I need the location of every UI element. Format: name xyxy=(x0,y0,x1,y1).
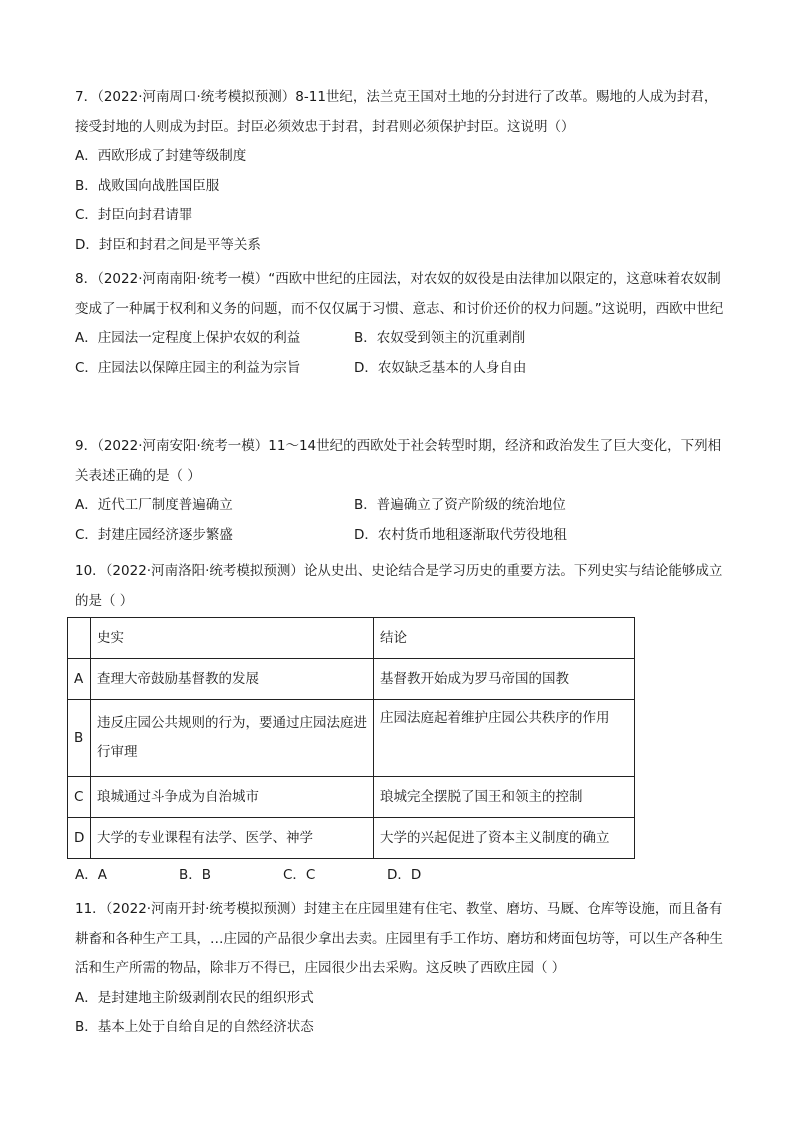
option-c[interactable]: C．封建庄园经济逐步繁盛 xyxy=(75,526,233,543)
option-d[interactable]: D．D xyxy=(387,867,422,883)
question-stem: 10．（2022·河南洛阳·统考模拟预测）论从史出、史论结合是学习历史的重要方法。下列史实与结论能够成立的是（ ） xyxy=(75,563,723,609)
table-row xyxy=(68,777,635,818)
option-b[interactable]: B．战败国向战胜国臣服 xyxy=(75,177,220,194)
row-conclusion: 基督教开始成为罗马帝国的国教 xyxy=(374,659,635,700)
question-stem: 8．（2022·河南南阳·统考一模）“西欧中世纪的庄园法，对农奴的奴役是由法律加以限定的，这意味着农奴制变成了一种属于权利和义务的问题，而不仅仅属于习惯、意志、和讨价还价的权力问题。”这说明，西欧中世纪 xyxy=(75,271,724,317)
row-label: C xyxy=(68,777,91,818)
option-row xyxy=(75,354,730,384)
question-8 xyxy=(75,265,730,383)
question-10-options xyxy=(75,861,730,891)
row-fact: 查理大帝鼓励基督教的发展 xyxy=(91,659,374,700)
option-c[interactable]: C．庄园法以保障庄园主的利益为宗旨 xyxy=(75,359,301,376)
row-label: D xyxy=(68,818,91,859)
question-stem: 11．（2022·河南开封·统考模拟预测）封建主在庄园里建有住宅、教堂、磨坊、马厩、仓库等设施，而且备有耕畜和各种生产工具，…庄园的产品很少拿出去卖。庄园里有手工作坊、磨坊和烤面包坊等，可以生产各种生活和生产所需的物品，除非万不得已，庄园很少出去采购。这反映了西欧庄园（ ） xyxy=(75,901,723,976)
question-10 xyxy=(75,557,730,616)
row-conclusion: 庄园法庭起着维护庄园公共秩序的作用 xyxy=(374,700,635,777)
option-b[interactable]: B．B xyxy=(179,867,212,883)
option-b[interactable]: B．农奴受到领主的沉重剥削 xyxy=(354,330,526,346)
row-label: B xyxy=(68,700,91,777)
row-fact: 大学的专业课程有法学、医学、神学 xyxy=(91,818,374,859)
option-a[interactable]: A．A xyxy=(75,867,107,883)
question-stem: 9．（2022·河南安阳·统考一模）11～14世纪的西欧处于社会转型时期，经济和政治发生了巨大变化，下列相关表述正确的是（ ） xyxy=(75,438,722,484)
option-d[interactable]: D．封臣和封君之间是平等关系 xyxy=(75,236,261,253)
table-row xyxy=(68,818,635,859)
option-row xyxy=(75,521,730,551)
option-c[interactable]: C．C xyxy=(283,867,316,883)
row-fact: 琅城通过斗争成为自治城市 xyxy=(91,777,374,818)
option-b[interactable]: B．普遍确立了资产阶级的统治地位 xyxy=(354,497,566,513)
option-row xyxy=(75,491,730,521)
option-c[interactable]: C．封臣向封君请罪 xyxy=(75,207,193,223)
option-d[interactable]: D．农奴缺乏基本的人身自由 xyxy=(354,359,527,376)
option-a[interactable]: A．是封建地主阶级剥削农民的组织形式 xyxy=(75,989,314,1006)
table-header-conclusion: 结论 xyxy=(374,618,635,659)
option-b[interactable]: B．基本上处于自给自足的自然经济状态 xyxy=(75,1019,314,1035)
option-a[interactable]: A．近代工厂制度普遍确立 xyxy=(75,497,233,513)
question-7 xyxy=(75,83,730,260)
option-a[interactable]: A．庄园法一定程度上保护农奴的利益 xyxy=(75,330,301,346)
question-11 xyxy=(75,895,730,1043)
table-header-fact: 史实 xyxy=(91,618,374,659)
option-a[interactable]: A．西欧形成了封建等级制度 xyxy=(75,148,247,164)
question-9 xyxy=(75,432,730,550)
row-label: A xyxy=(68,659,91,700)
table-row xyxy=(68,700,635,777)
row-conclusion: 琅城完全摆脱了国王和领主的控制 xyxy=(374,777,635,818)
table-header-row xyxy=(68,618,635,659)
row-fact: 违反庄园公共规则的行为，要通过庄园法庭进行审理 xyxy=(91,700,374,777)
option-d[interactable]: D．农村货币地租逐渐取代劳役地租 xyxy=(354,526,567,543)
row-conclusion: 大学的兴起促进了资本主义制度的确立 xyxy=(374,818,635,859)
table-row xyxy=(68,659,635,700)
question-stem: 7．（2022·河南周口·统考模拟预测）8-11世纪，法兰克王国对土地的分封进行了改革。赐地的人成为封君，接受封地的人则成为封臣。封臣必须效忠于封君，封君则必须保护封臣。这说明（） xyxy=(75,89,718,135)
option-row xyxy=(75,324,730,354)
table-cell xyxy=(68,618,91,659)
history-table xyxy=(67,617,635,859)
